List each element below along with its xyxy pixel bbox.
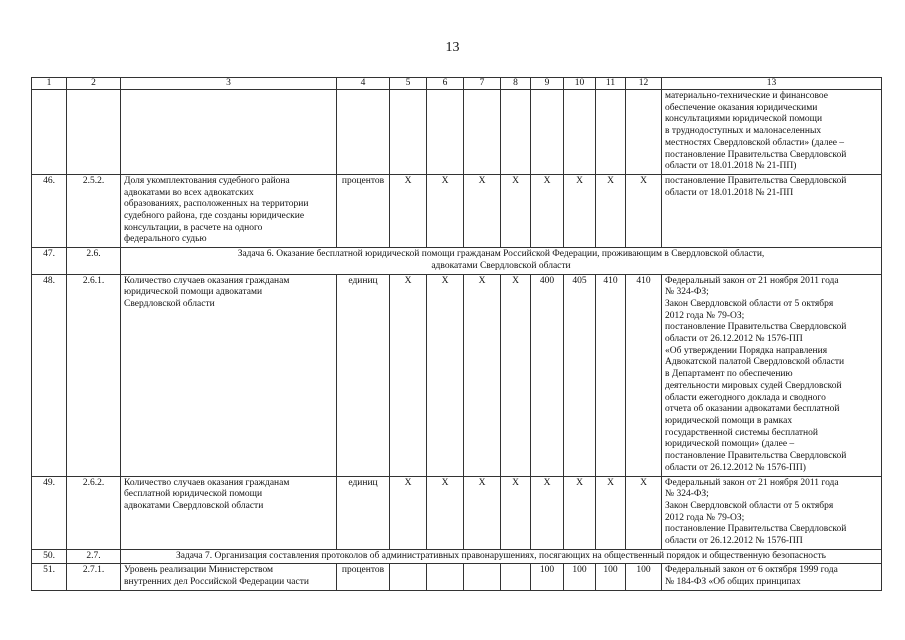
indicator-name — [121, 90, 337, 175]
source-note: Федеральный закон от 21 ноября 2011 года № 324-ФЗ; Закон Свердловской области от 5 октября 2012 года № 79-ОЗ; постановление Правительства Свердловской области от 26.12.2012 № 1576-ПП — [662, 476, 882, 549]
year-value: Х — [464, 174, 501, 247]
column-number-header: 13 — [662, 78, 882, 90]
source-note: постановление Правительства Свердловской области от 18.01.2018 № 21-ПП — [662, 174, 882, 247]
indicator-name: Доля укомплектования судебного района адвокатами во всех адвокатских образованиях, расположенных на территории судебного района, где созданы юридические консультации, в расчете на одного федерального судью — [121, 174, 337, 247]
year-value: Х — [501, 476, 531, 549]
row-code: 2.7.1. — [67, 564, 121, 590]
column-number-header: 2 — [67, 78, 121, 90]
year-value: Х — [427, 274, 464, 476]
column-number-header-row — [32, 78, 882, 90]
year-value: Х — [390, 274, 427, 476]
year-value: 400 — [531, 274, 564, 476]
table-row — [32, 174, 882, 247]
column-number-header: 9 — [531, 78, 564, 90]
year-value — [596, 90, 626, 175]
year-value — [531, 90, 564, 175]
indicator-name: Количество случаев оказания гражданам юридической помощи адвокатами Свердловской области — [121, 274, 337, 476]
row-number: 51. — [32, 564, 67, 590]
year-value: 405 — [564, 274, 596, 476]
unit — [337, 90, 390, 175]
column-number-header: 5 — [390, 78, 427, 90]
source-note: Федеральный закон от 6 октября 1999 года № 184-ФЗ «Об общих принципах — [662, 564, 882, 590]
year-value — [501, 564, 531, 590]
year-value — [427, 564, 464, 590]
row-number: 48. — [32, 274, 67, 476]
year-value: 100 — [531, 564, 564, 590]
indicator-name: Уровень реализации Министерством внутренних дел Российской Федерации части — [121, 564, 337, 590]
year-value — [564, 90, 596, 175]
source-note: материально-технические и финансовое обеспечение оказания юридическими консультациями юридической помощи в труднодоступных и малонаселенных местностях Свердловской области» (далее – постановление Правительства Свердловской области от 18.01.2018 № 21-ПП) — [662, 90, 882, 175]
year-value: Х — [626, 174, 662, 247]
row-number: 47. — [32, 248, 67, 274]
column-number-header: 3 — [121, 78, 337, 90]
source-note: Федеральный закон от 21 ноября 2011 года № 324-ФЗ; Закон Свердловской области от 5 октября 2012 года № 79-ОЗ; постановление Правительства Свердловской области от 26.12.2012 № 1576-ПП «Об утверждении Порядка направления Адвокатской палатой Свердловской области в Департамент по обеспечению деятельности мировых судей Свердловской области ежегодного доклада и сводного отчета об оказании адвокатами бесплатной юридической помощи в рамках государственной системы бесплатной юридической помощи» (далее – постановление Правительства Свердловской области от 26.12.2012 № 1576-ПП) — [662, 274, 882, 476]
column-number-header: 8 — [501, 78, 531, 90]
column-number-header: 10 — [564, 78, 596, 90]
table-row — [32, 564, 882, 590]
section-row — [32, 248, 882, 274]
column-number-header: 11 — [596, 78, 626, 90]
column-number-header: 12 — [626, 78, 662, 90]
year-value: Х — [464, 274, 501, 476]
year-value: Х — [564, 174, 596, 247]
year-value: Х — [501, 274, 531, 476]
year-value: Х — [390, 174, 427, 247]
year-value: Х — [390, 476, 427, 549]
year-value: Х — [501, 174, 531, 247]
section-row — [32, 549, 882, 564]
column-number-header: 4 — [337, 78, 390, 90]
year-value: 410 — [626, 274, 662, 476]
year-value: 100 — [596, 564, 626, 590]
unit: единиц — [337, 476, 390, 549]
section-title: Задача 6. Оказание бесплатной юридической помощи гражданам Российской Федерации, проживающим в Свердловской области, адвокатами Свердловской области — [121, 248, 882, 274]
row-code: 2.5.2. — [67, 174, 121, 247]
year-value — [464, 564, 501, 590]
table-row — [32, 274, 882, 476]
year-value: Х — [531, 174, 564, 247]
year-value: 100 — [626, 564, 662, 590]
section-title: Задача 7. Организация составления протоколов об административных правонарушениях, посягающих на общественный порядок и общественную безопасность — [121, 549, 882, 564]
year-value — [501, 90, 531, 175]
row-code: 2.6. — [67, 248, 121, 274]
row-code: 2.6.2. — [67, 476, 121, 549]
year-value: Х — [626, 476, 662, 549]
year-value: Х — [427, 476, 464, 549]
year-value: 100 — [564, 564, 596, 590]
unit: процентов — [337, 564, 390, 590]
year-value — [626, 90, 662, 175]
unit: единиц — [337, 274, 390, 476]
unit: процентов — [337, 174, 390, 247]
year-value: Х — [596, 476, 626, 549]
column-number-header: 1 — [32, 78, 67, 90]
row-code: 2.7. — [67, 549, 121, 564]
table-row — [32, 90, 882, 175]
year-value: 410 — [596, 274, 626, 476]
year-value — [464, 90, 501, 175]
row-code — [67, 90, 121, 175]
row-number: 49. — [32, 476, 67, 549]
row-code: 2.6.1. — [67, 274, 121, 476]
indicator-name: Количество случаев оказания гражданам бесплатной юридической помощи адвокатами Свердловской области — [121, 476, 337, 549]
column-number-header: 7 — [464, 78, 501, 90]
year-value — [390, 90, 427, 175]
page-number: 13 — [445, 40, 460, 55]
year-value: Х — [596, 174, 626, 247]
year-value: Х — [531, 476, 564, 549]
year-value — [427, 90, 464, 175]
row-number: 50. — [32, 549, 67, 564]
year-value: Х — [464, 476, 501, 549]
year-value: Х — [564, 476, 596, 549]
table-row — [32, 476, 882, 549]
indicators-table — [31, 77, 882, 591]
year-value: Х — [427, 174, 464, 247]
row-number: 46. — [32, 174, 67, 247]
column-number-header: 6 — [427, 78, 464, 90]
row-number — [32, 90, 67, 175]
year-value — [390, 564, 427, 590]
